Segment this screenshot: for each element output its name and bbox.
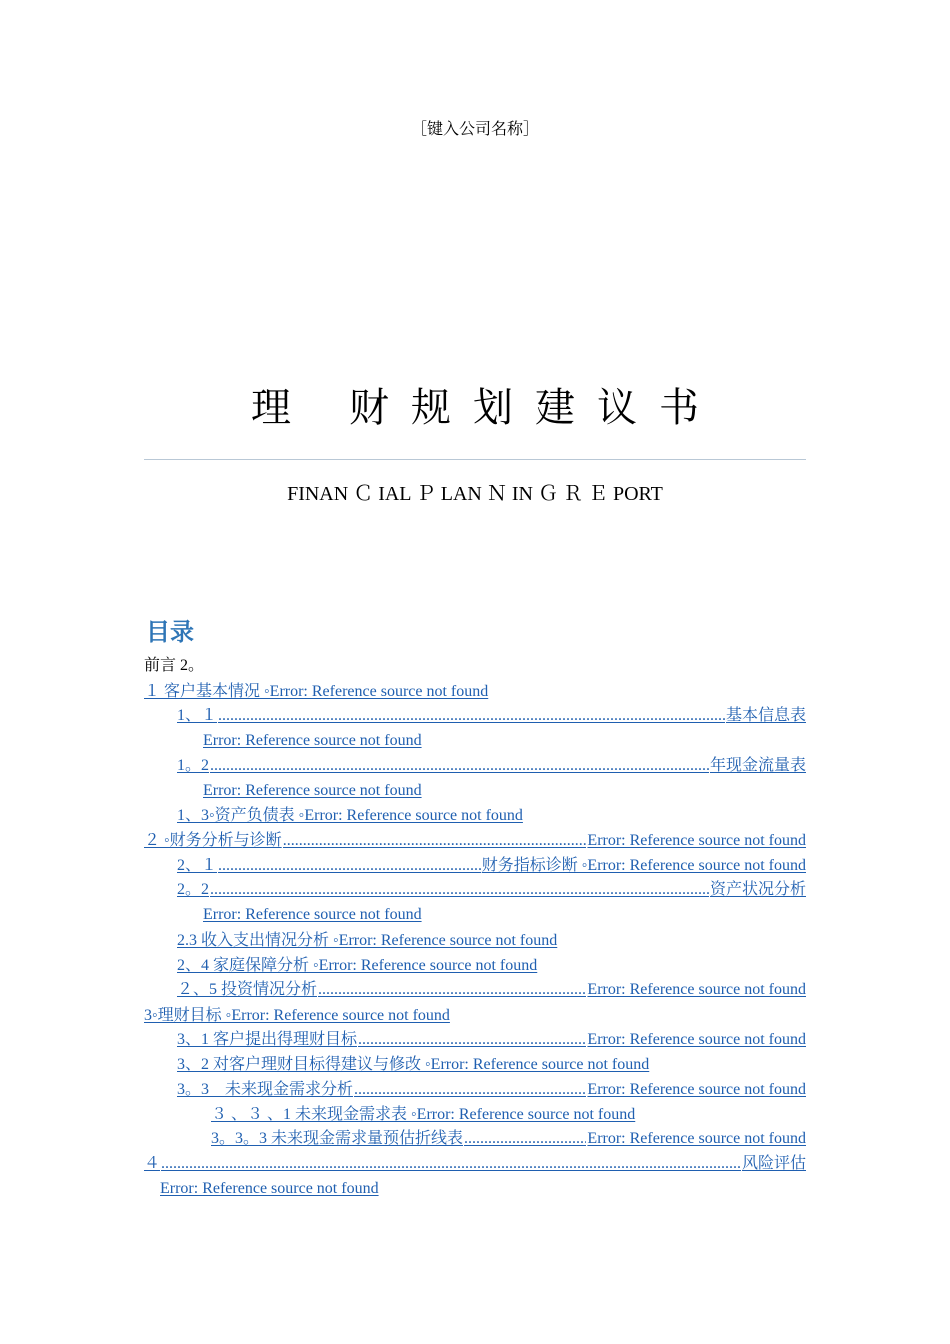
toc-entry-2-3[interactable] bbox=[177, 931, 557, 951]
toc-entry-text: 1、3◦资产负债表 ◦Error: Reference source not found bbox=[177, 807, 523, 824]
toc-leader bbox=[318, 980, 586, 1000]
toc-entry-3-3-3[interactable] bbox=[211, 1129, 806, 1149]
toc-entry-text: 3。3 未来现金需求分析 bbox=[177, 1081, 354, 1098]
toc-entry-text: Error: Reference source not found bbox=[160, 1180, 379, 1197]
toc-heading: 目录 bbox=[146, 618, 194, 646]
toc-entry-1-3[interactable] bbox=[177, 806, 523, 826]
toc-leader bbox=[283, 831, 587, 851]
toc-entry-2[interactable] bbox=[144, 831, 806, 851]
toc-leader bbox=[210, 756, 709, 776]
toc-entry-3-2[interactable] bbox=[177, 1055, 649, 1075]
toc-entry-text: 2、4 家庭保障分析 ◦Error: Reference source not found bbox=[177, 957, 538, 974]
toc-entry-2-2-error[interactable] bbox=[177, 905, 422, 925]
toc-entry-1[interactable] bbox=[144, 682, 488, 702]
toc-entry-text: 3。3。3 未来现金需求量预估折线表 bbox=[211, 1130, 464, 1147]
title-char: 财 bbox=[349, 385, 389, 431]
toc-entry-text: ２、5 投资情况分析 bbox=[177, 981, 318, 998]
toc-entry-text: １ 客户基本情况 ◦Error: Reference source not found bbox=[144, 683, 489, 700]
title-char: 书 bbox=[659, 385, 699, 431]
toc-entry-text: 1。2 bbox=[177, 757, 210, 774]
title-char: 划 bbox=[473, 385, 513, 431]
title-divider bbox=[144, 459, 806, 460]
toc-entry-page: 资产状况分析 bbox=[709, 881, 806, 898]
company-name-placeholder[interactable]: ［键入公司名称］ bbox=[410, 121, 539, 138]
title-char: 规 bbox=[411, 385, 451, 431]
report-title-cn bbox=[0, 376, 950, 433]
toc-entry-4-error[interactable] bbox=[144, 1179, 379, 1199]
toc-entry-text: 1、１ bbox=[177, 707, 218, 724]
title-char: 建 bbox=[535, 385, 575, 431]
toc-entry-text: ４ bbox=[144, 1155, 161, 1172]
toc-entry-3-3-1[interactable] bbox=[211, 1105, 635, 1125]
toc-entry-page: 风险评估 bbox=[741, 1155, 806, 1172]
toc-entry-text: 3、1 客户提出得理财目标 bbox=[177, 1031, 358, 1048]
title-char: 理 bbox=[251, 385, 291, 431]
title-char: 议 bbox=[597, 385, 637, 431]
toc-preface[interactable] bbox=[144, 656, 204, 676]
toc-entry-text: Error: Reference source not found bbox=[203, 782, 422, 799]
toc-preface-text: 前言 2。 bbox=[144, 657, 205, 674]
toc-entry-2-5[interactable] bbox=[177, 980, 806, 1000]
toc-entry-page: 基本信息表 bbox=[725, 707, 806, 724]
toc-entry-page: Error: Reference source not found bbox=[587, 1031, 806, 1048]
toc-entry-3-3[interactable] bbox=[177, 1080, 806, 1100]
toc-entry-page: 财务指标诊断 ◦Error: Reference source not found bbox=[481, 857, 806, 874]
toc-entry-3[interactable] bbox=[144, 1006, 450, 1026]
toc-entry-text: 3、2 对客户理财目标得建议与修改 ◦Error: Reference source not found bbox=[177, 1056, 650, 1073]
toc-entry-4[interactable] bbox=[144, 1154, 806, 1174]
toc-entry-text: Error: Reference source not found bbox=[203, 732, 422, 749]
toc-leader bbox=[210, 880, 709, 900]
toc-entry-page: Error: Reference source not found bbox=[587, 1081, 806, 1098]
toc-entry-page: Error: Reference source not found bbox=[587, 832, 806, 849]
toc-entry-1-2[interactable] bbox=[177, 756, 806, 776]
toc-entry-text: Error: Reference source not found bbox=[203, 906, 422, 923]
report-title-en: FINAN Ｃ IAL Ｐ LAN Ｎ IN Ｇ Ｒ Ｅ PORT bbox=[287, 483, 663, 505]
toc-leader bbox=[358, 1030, 586, 1050]
toc-leader bbox=[218, 706, 725, 726]
toc-leader bbox=[464, 1129, 586, 1149]
toc-leader bbox=[161, 1154, 741, 1174]
toc-entry-2-2[interactable] bbox=[177, 880, 806, 900]
toc-entry-1-1-error[interactable] bbox=[177, 731, 422, 751]
toc-entry-text: 2。2 bbox=[177, 881, 210, 898]
toc-leader bbox=[354, 1080, 586, 1100]
toc-entry-3-1[interactable] bbox=[177, 1030, 806, 1050]
toc-entry-text: 3◦理财目标 ◦Error: Reference source not found bbox=[144, 1007, 450, 1024]
toc-entry-text: ２ ◦财务分析与诊断 bbox=[144, 832, 282, 849]
toc-entry-2-1[interactable] bbox=[177, 856, 806, 876]
toc-entry-1-1[interactable] bbox=[177, 706, 806, 726]
toc-entry-text: 2.3 收入支出情况分析 ◦Error: Reference source not found bbox=[177, 932, 558, 949]
toc-entry-text: 2、１ bbox=[177, 857, 218, 874]
toc-entry-text: ３ 、３ 、1 未来现金需求表 ◦Error: Reference source not found bbox=[211, 1106, 636, 1123]
toc-entry-2-4[interactable] bbox=[177, 956, 537, 976]
toc-leader bbox=[218, 856, 481, 876]
toc-entry-page: Error: Reference source not found bbox=[587, 1130, 806, 1147]
toc-entry-page: Error: Reference source not found bbox=[587, 981, 806, 998]
toc-entry-1-2-error[interactable] bbox=[177, 781, 422, 801]
toc-entry-page: 年现金流量表 bbox=[709, 757, 806, 774]
